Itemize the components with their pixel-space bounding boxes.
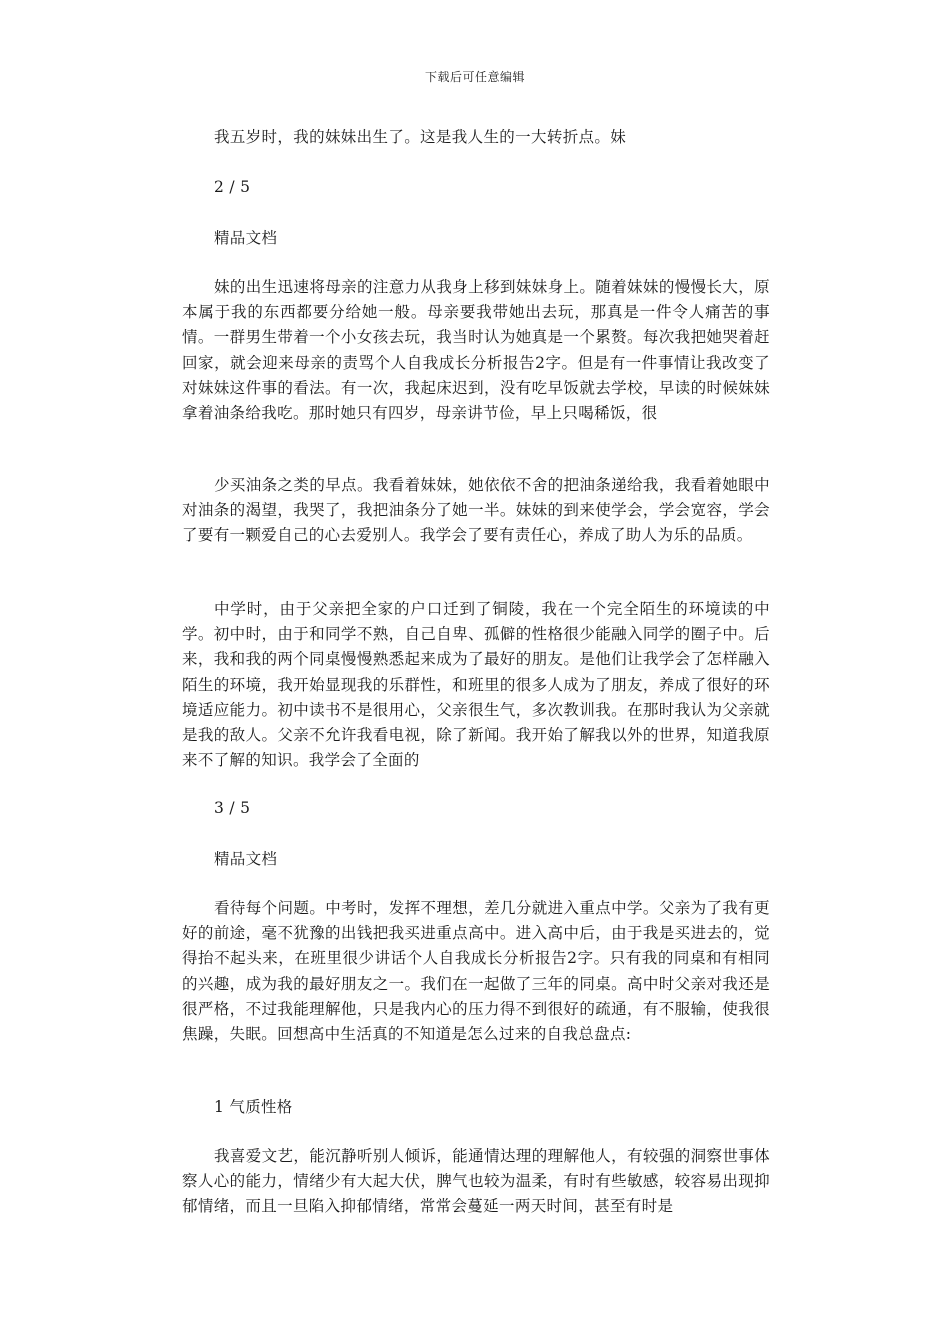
page-header: 下载后可任意编辑	[424, 70, 525, 84]
paragraph-text: 少买油条之类的早点。我看着妹妹，她依依不舍的把油条递给我，我看着她眼中对油条的渴望，我哭了，我把油条分了她一半。妹妹的到来使学会，学会宽容，学会了要有一颗爱自己的心去爱别人。我学会了要有责任心，养成了助人为乐的品质。	[182, 476, 770, 545]
paragraph	[182, 597, 770, 773]
section-heading: 1 气质性格	[214, 1098, 293, 1116]
paragraph-text: 我喜爱文艺，能沉静听别人倾诉，能通情达理的理解他人，有较强的洞察世事体察人心的能力，情绪少有大起大伏，脾气也较为温柔，有时有些敏感，较容易出现抑郁情绪，而且一旦陷入抑郁情绪，常常会蔓延一两天时间，甚至有时是	[182, 1147, 770, 1216]
paragraph	[182, 1144, 770, 1220]
watermark-label: 精品文档	[214, 229, 278, 247]
page-number: 3 / 5	[214, 799, 251, 817]
paragraph-text: 妹的出生迅速将母亲的注意力从我身上移到妹妹身上。随着妹妹的慢慢长大，原本属于我的东西都要分给她一般。母亲要我带她出去玩，那真是一件令人痛苦的事情。一群男生带着一个小女孩去玩，我当时认为她真是一个累赘。每次我把她哭着赶回家，就会迎来母亲的责骂个人自我成长分析报告2字。但是有一件事情让我改变了对妹妹这件事的看法。有一次，我起床迟到，没有吃早饭就去学校，早读的时候妹妹拿着油条给我吃。那时她只有四岁，母亲讲节俭，早上只喝稀饭，很	[182, 278, 770, 423]
page-number: 2 / 5	[214, 178, 251, 196]
paragraph-text: 中学时，由于父亲把全家的户口迁到了铜陵，我在一个完全陌生的环境读的中学。初中时，由于和同学不熟，自己自卑、孤僻的性格很少能融入同学的圈子中。后来，我和我的两个同桌慢慢熟悉起来成为了最好的朋友。是他们让我学会了怎样融入陌生的环境，我开始显现我的乐群性，和班里的很多人成为了朋友，养成了很好的环境适应能力。初中读书不是很用心，父亲很生气，多次教训我。在那时我认为父亲就是我的敌人。父亲不允许我看电视，除了新闻。我开始了解我以外的世界，知道我原来不了解的知识。我学会了全面的	[182, 600, 770, 770]
paragraph-text: 看待每个问题。中考时，发挥不理想，差几分就进入重点中学。父亲为了我有更好的前途，毫不犹豫的出钱把我买进重点高中。进入高中后，由于我是买进去的，觉得抬不起头来，在班里很少讲话个人自我成长分析报告2字。只有我的同桌和有相同的兴趣，成为我的最好朋友之一。我们在一起做了三年的同桌。高中时父亲对我还是很严格，不过我能理解他，只是我内心的压力得不到很好的疏通，有不服输，使我很焦躁，失眠。回想高中生活真的不知道是怎么过来的自我总盘点:	[182, 899, 770, 1044]
paragraph	[182, 896, 770, 1047]
paragraph	[182, 275, 770, 426]
paragraph-text: 我五岁时，我的妹妹出生了。这是我人生的一大转折点。妹	[214, 128, 627, 146]
paragraph	[182, 473, 770, 549]
paragraph	[182, 125, 770, 150]
watermark-label: 精品文档	[214, 850, 278, 868]
